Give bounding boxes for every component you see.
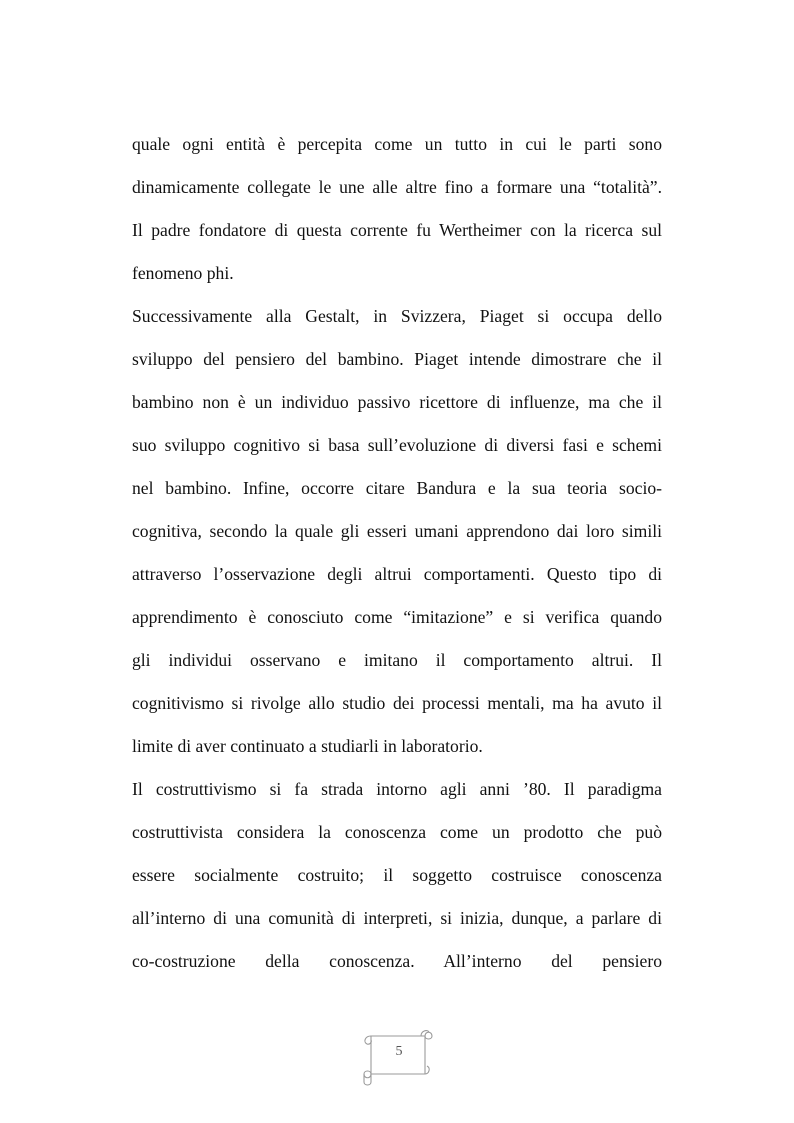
text-line: bambino non è un individuo passivo ricettore di influenze, ma che il: [132, 392, 662, 412]
text-line: apprendimento è conosciuto come “imitazione” e si verifica quando: [132, 607, 662, 627]
text-line: Successivamente alla Gestalt, in Svizzera, Piaget si occupa dello: [132, 306, 662, 326]
text-line: gli individui osservano e imitano il comportamento altrui. Il: [132, 650, 662, 670]
text-line: essere socialmente costruito; il soggetto costruisce conoscenza: [132, 865, 662, 885]
text-line: dinamicamente collegate le une alle altre fino a formare una “totalità”.: [132, 177, 662, 197]
text-line: costruttivista considera la conoscenza come un prodotto che può: [132, 822, 662, 842]
text-line: Il padre fondatore di questa corrente fu Wertheimer con la ricerca sul: [132, 220, 662, 240]
text-line: suo sviluppo cognitivo si basa sull’evoluzione di diversi fasi e schemi: [132, 435, 662, 455]
text-line: attraverso l’osservazione degli altrui comportamenti. Questo tipo di: [132, 564, 662, 584]
text-line: cognitivismo si rivolge allo studio dei processi mentali, ma ha avuto il: [132, 693, 662, 713]
text-line: Il costruttivismo si fa strada intorno agli anni ’80. Il paradigma: [132, 779, 662, 799]
text-line: limite di aver continuato a studiarli in laboratorio.: [132, 736, 483, 756]
text-line: sviluppo del pensiero del bambino. Piaget intende dimostrare che il: [132, 349, 662, 369]
text-line: co-costruzione della conoscenza. All’interno del pensiero: [132, 951, 662, 971]
text-line: cognitiva, secondo la quale gli esseri umani apprendono dai loro simili: [132, 521, 662, 541]
page-body: [132, 127, 662, 987]
page-number: 5: [395, 1044, 403, 1059]
text-line: all’interno di una comunità di interpreti, si inizia, dunque, a parlare di: [132, 908, 662, 928]
page-footer: [359, 1028, 435, 1086]
text-line: nel bambino. Infine, occorre citare Bandura e la sua teoria socio-: [132, 478, 662, 498]
text-line: fenomeno phi.: [132, 263, 234, 283]
text-line: quale ogni entità è percepita come un tutto in cui le parti sono: [132, 134, 662, 154]
